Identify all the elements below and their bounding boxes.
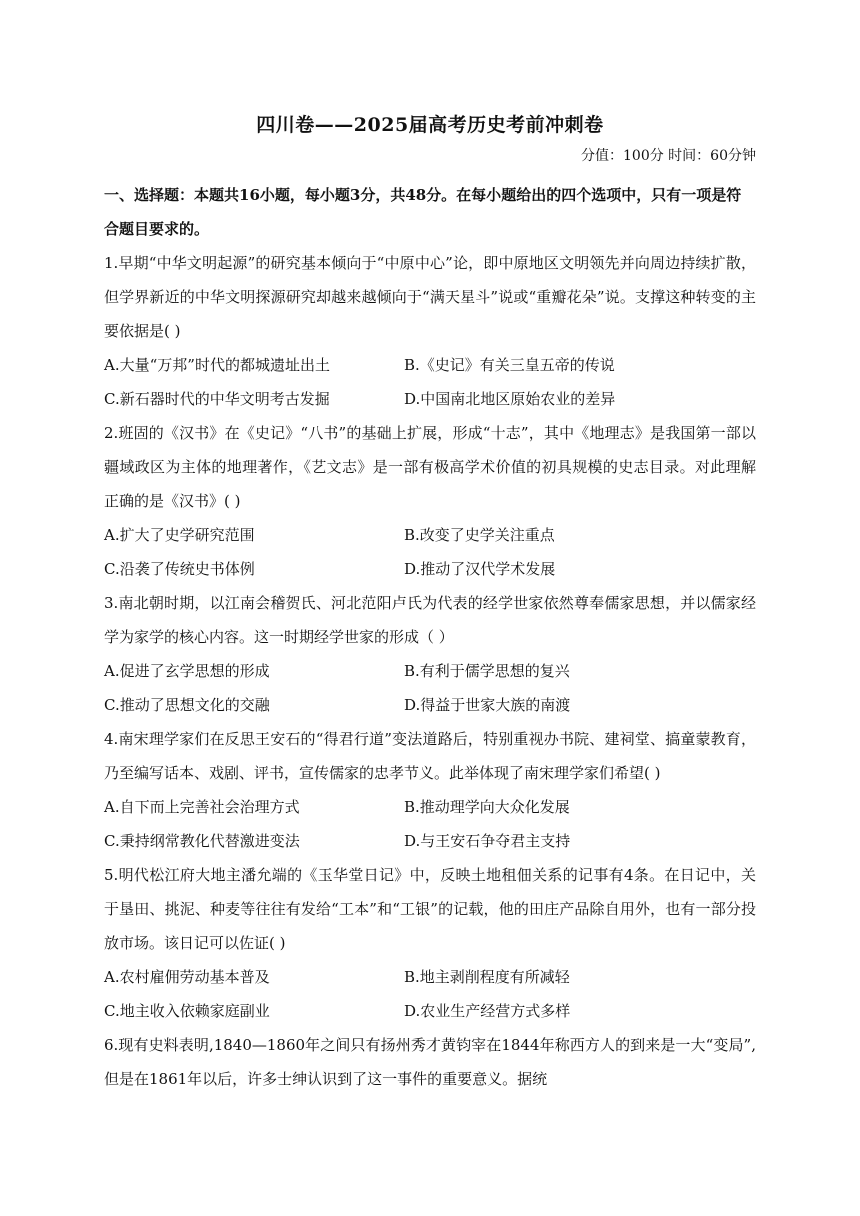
option-b[interactable]: B.有利于儒学思想的复兴 — [404, 662, 570, 680]
question-3 — [104, 586, 756, 722]
option-row — [104, 994, 756, 1028]
question-stem: 3.南北朝时期，以江南会稽贺氏、河北范阳卢氏为代表的经学世家依然尊奉儒家思想，并以儒家经学为家学的核心内容。这一时期经学世家的形成（ ） — [104, 594, 756, 646]
question-stem: 6.现有史料表明,1840—1860年之间只有扬州秀才黄钧宰在1844年称西方人的到来是一大“变局”,但是在1861年以后，许多士绅认识到了这一事件的重要意义。据统 — [104, 1036, 756, 1088]
option-c[interactable]: C.推动了思想文化的交融 — [104, 696, 270, 714]
option-row — [104, 824, 756, 858]
option-c[interactable]: C.地主收入依赖家庭副业 — [104, 1002, 270, 1020]
question-4 — [104, 722, 756, 858]
option-row — [104, 688, 756, 722]
option-b[interactable]: B.推动理学向大众化发展 — [404, 798, 570, 816]
option-b[interactable]: B.地主剥削程度有所减轻 — [404, 968, 570, 986]
option-a[interactable]: A.自下而上完善社会治理方式 — [104, 798, 300, 816]
option-d[interactable]: D.中国南北地区原始农业的差异 — [404, 390, 616, 408]
option-row — [104, 552, 756, 586]
exam-content — [104, 178, 756, 1096]
option-row — [104, 348, 756, 382]
option-a[interactable]: A.促进了玄学思想的形成 — [104, 662, 270, 680]
option-a[interactable]: A.扩大了史学研究范围 — [104, 526, 255, 544]
question-stem: 4.南宋理学家们在反思王安石的“得君行道”变法道路后，特别重视办书院、建祠堂、搞童蒙教育，乃至编写话本、戏剧、评书，宣传儒家的忠孝节义。此举体现了南宋理学家们希望( ) — [104, 730, 756, 782]
question-2 — [104, 416, 756, 586]
option-c[interactable]: C.秉持纲常教化代替激进变法 — [104, 832, 300, 850]
option-c[interactable]: C.新石器时代的中华文明考古发掘 — [104, 390, 330, 408]
exam-title: 四川卷——2025届高考历史考前冲刺卷 — [256, 114, 604, 136]
option-row — [104, 654, 756, 688]
question-stem: 2.班固的《汉书》在《史记》“八书”的基础上扩展，形成“十志”，其中《地理志》是我国第一部以疆域政区为主体的地理著作，《艺文志》是一部有极高学术价值的初具规模的史志目录。对此理解正确的是《汉书》( ) — [104, 424, 756, 510]
option-row — [104, 382, 756, 416]
option-d[interactable]: D.得益于世家大族的南渡 — [404, 696, 571, 714]
option-a[interactable]: A.农村雇佣劳动基本普及 — [104, 968, 270, 986]
question-5 — [104, 858, 756, 1028]
question-1 — [104, 246, 756, 416]
question-6 — [104, 1028, 756, 1096]
score-time-info: 分值：100分 时间：60分钟 — [581, 148, 756, 164]
option-c[interactable]: C.沿袭了传统史书体例 — [104, 560, 255, 578]
option-d[interactable]: D.农业生产经营方式多样 — [404, 1002, 571, 1020]
section-heading: 一、选择题：本题共16小题，每小题3分，共48分。在每小题给出的四个选项中，只有一项是符合题目要求的。 — [104, 186, 742, 238]
option-b[interactable]: B.《史记》有关三皇五帝的传说 — [404, 356, 615, 374]
option-row — [104, 518, 756, 552]
option-a[interactable]: A.大量“万邦”时代的都城遗址出土 — [104, 356, 330, 374]
option-row — [104, 790, 756, 824]
option-d[interactable]: D.与王安石争夺君主支持 — [404, 832, 571, 850]
question-stem: 1.早期“中华文明起源”的研究基本倾向于“中原中心”论，即中原地区文明领先并向周边持续扩散，但学界新近的中华文明探源研究却越来越倾向于“满天星斗”说或“重瓣花朵”说。支撑这种转变的主要依据是( ) — [104, 254, 756, 340]
option-row — [104, 960, 756, 994]
option-d[interactable]: D.推动了汉代学术发展 — [404, 560, 556, 578]
option-b[interactable]: B.改变了史学关注重点 — [404, 526, 555, 544]
question-stem: 5.明代松江府大地主潘允端的《玉华堂日记》中，反映土地租佃关系的记事有4条。在日记中，关于垦田、挑泥、种麦等往往有发给“工本”和“工银”的记载，他的田庄产品除自用外，也有一部分投放市场。该日记可以佐证( ) — [104, 866, 756, 952]
